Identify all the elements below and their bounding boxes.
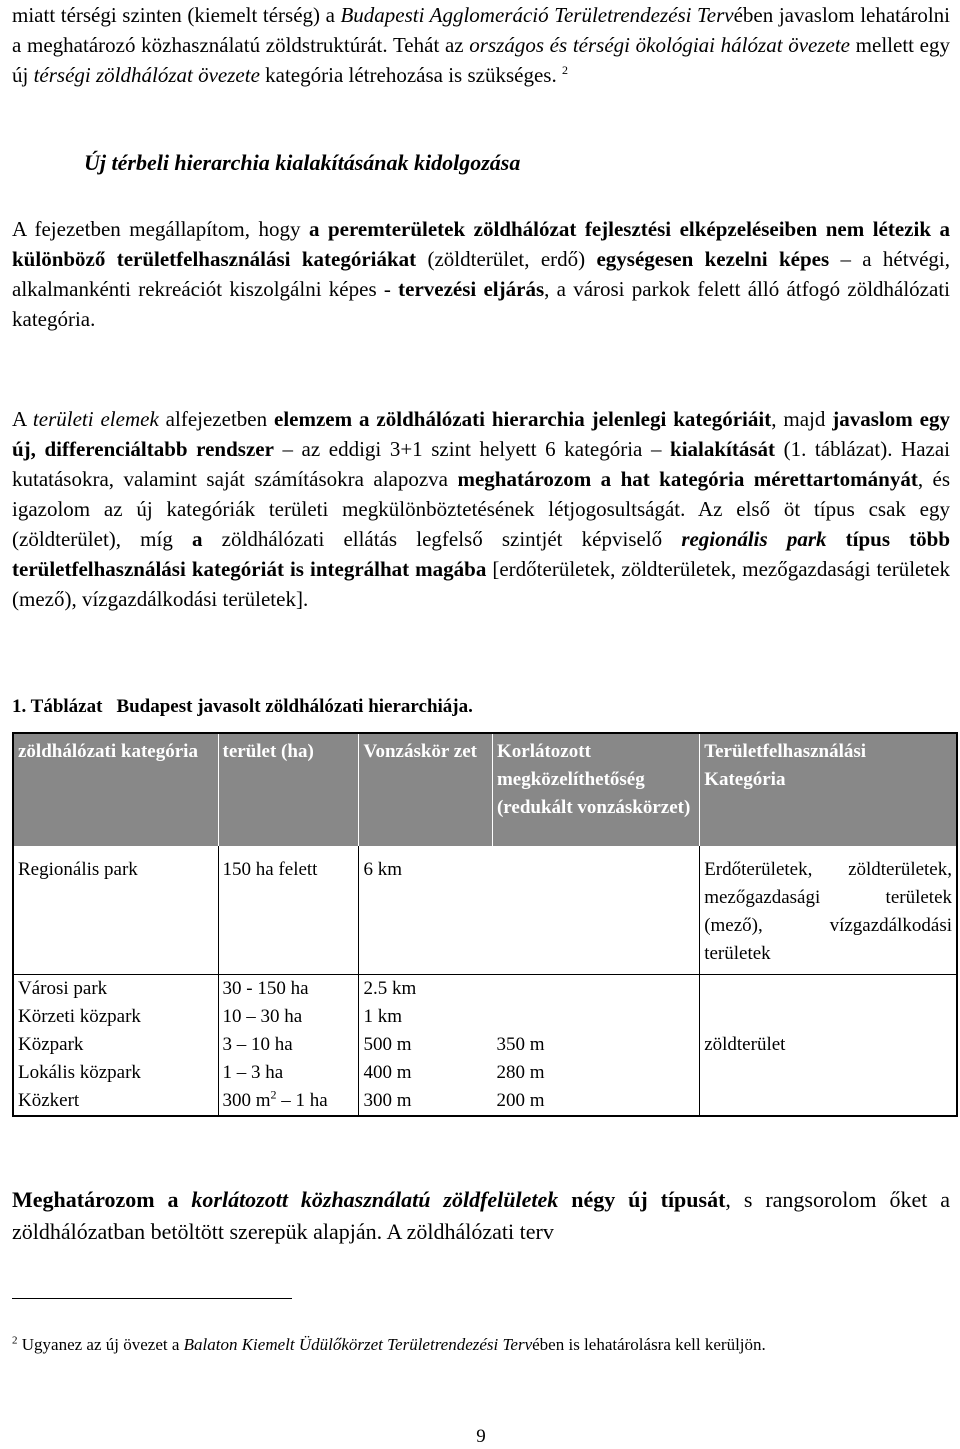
footnote xyxy=(12,1332,950,1358)
text-span: négy új típusát xyxy=(558,1187,726,1212)
text-span: , és igazolom az új kategóriák területi megkülönböztetésének létjogosultságát. Az első öt típus csak egy (zöldterület), míg xyxy=(12,467,950,551)
catchment-cell: 2.5 km xyxy=(359,975,493,1004)
types-paragraph xyxy=(12,1184,950,1248)
table-title: Budapest javasolt zöldhálózati hierarchiája. xyxy=(116,696,473,717)
footnote-reference[interactable]: 2 xyxy=(561,63,568,77)
text-span: kategória létrehozása is szükséges. xyxy=(259,63,557,87)
page-number: 9 xyxy=(476,1426,486,1447)
area-value-rest: – 1 ha xyxy=(276,1090,328,1111)
area-value: 300 m xyxy=(222,1090,271,1111)
category-cell: Városi park xyxy=(13,975,218,1004)
analysis-paragraph xyxy=(12,404,950,614)
text-span: A fejezetben megállapítom, hogy xyxy=(12,217,309,241)
text-span: – az eddigi 3+1 szint helyett 6 kategória – xyxy=(273,437,671,461)
text-span: javaslom egy új, differenciáltabb rendszer xyxy=(12,407,950,461)
header-cell: Korlátozott megközelíthetőség (redukált vonzáskörzet) xyxy=(492,733,699,846)
text-span: mellett egy új xyxy=(12,33,950,87)
catchment-cell: 300 m xyxy=(359,1087,493,1116)
text-span: kialakítását xyxy=(670,437,776,461)
category-cell: Körzeti közpark xyxy=(18,1006,141,1027)
category-cell: Közkert xyxy=(18,1090,80,1111)
area-cell: 3 – 10 ha xyxy=(218,1031,359,1059)
text-span: (zöldterület, erdő) xyxy=(416,247,597,271)
footnote-divider xyxy=(12,1298,292,1299)
text-span: Balaton Kiemelt Üdülőkörzet Területrendezési Terv xyxy=(183,1335,533,1354)
text-span: regionális park xyxy=(681,527,827,551)
category-cell: Regionális park xyxy=(18,859,138,880)
text-span: , majd xyxy=(771,407,833,431)
text-span: Budapesti Agglomeráció Területrendezési Terv xyxy=(340,3,734,27)
area-cell: 30 - 150 ha xyxy=(218,975,359,1004)
area-cell: 150 ha felett xyxy=(218,846,359,975)
text-span: , a városi parkok felett álló átfogó zöldhálózati kategória. xyxy=(12,277,950,331)
restricted-cell: 350 m xyxy=(496,1034,545,1055)
category-cell: Közpark xyxy=(18,1034,84,1055)
text-span: elemzem a zöldhálózati hierarchia jelenlegi kategóriáit xyxy=(274,407,772,431)
restricted-cell xyxy=(492,1003,699,1031)
text-span: ében is lehatárolásra kell kerüljön. xyxy=(532,1335,766,1354)
table-number: 1. Táblázat xyxy=(12,696,103,717)
text-span: korlátozott közhasználatú zöldfelületek xyxy=(191,1187,559,1212)
intro-paragraph xyxy=(12,0,950,90)
header-cell: terület (ha) xyxy=(218,733,359,846)
text-span: A xyxy=(12,407,33,431)
catchment-cell: 400 m xyxy=(359,1059,493,1087)
text-span: ében javaslom lehatárolni a meghatározó közhasználatú zöldstruktúrát. Tehát az xyxy=(12,3,951,57)
category-cell: Lokális közpark xyxy=(18,1062,141,1083)
text-span: , s rangsorolom őket a zöldhálózatban betöltött szerepük alapján. A zöldhálózati terv xyxy=(12,1187,951,1244)
hierarchy-table xyxy=(12,732,958,1117)
text-span: (1. táblázat). Hazai kutatásokra, valamint saját számításokra alapozva xyxy=(12,437,950,491)
text-span: – a hétvégi, alkalmankénti rekreációt kiszolgálni képes - xyxy=(12,247,950,301)
text-span: a peremterületek zöldhálózat fejlesztési elképzeléseiben nem létezik a különböző területfelhasználási kategóriákat xyxy=(12,217,951,271)
finding-paragraph xyxy=(12,214,950,334)
landuse-cell: Erdőterületek, zöldterületek, mezőgazdasági területek (mező), vízgazdálkodási területek xyxy=(700,846,957,975)
header-cell: Területfelhasználási Kategória xyxy=(700,733,957,846)
text-span: területi elemek xyxy=(32,407,159,431)
header-cell: Vonzáskör zet xyxy=(359,733,493,846)
restricted-cell: 280 m xyxy=(496,1062,545,1083)
restricted-cell xyxy=(492,975,699,1004)
catchment-cell: 1 km xyxy=(359,1003,493,1031)
text-span: alfejezetben xyxy=(158,407,275,431)
section-heading: Új térbeli hierarchia kialakításának kidolgozása xyxy=(84,150,521,175)
text-span: országos és térségi ökológiai hálózat övezete xyxy=(469,33,850,57)
catchment-cell: 500 m xyxy=(359,1031,493,1059)
table-header-row xyxy=(13,733,957,846)
table-row xyxy=(13,975,957,1004)
restricted-cell: 200 m xyxy=(496,1090,545,1111)
restricted-cell xyxy=(492,846,699,975)
text-span: tervezési eljárás xyxy=(398,277,545,301)
table-caption xyxy=(12,696,473,718)
text-span xyxy=(827,527,846,551)
text-span: a xyxy=(192,527,203,551)
landuse-cell: zöldterület xyxy=(700,975,957,1117)
text-span: Ugyanez az új övezet a xyxy=(17,1335,184,1354)
area-cell xyxy=(218,1087,359,1116)
text-span: térségi zöldhálózat övezete xyxy=(33,63,260,87)
superscript: 2 xyxy=(270,1087,277,1102)
text-span: miatt térségi szinten (kiemelt térség) a xyxy=(12,3,341,27)
text-span: [erdőterületek, zöldterületek, mezőgazdasági területek (mező), vízgazdálkodási területek]. xyxy=(12,557,951,611)
area-cell: 10 – 30 ha xyxy=(218,1003,359,1031)
text-span: Meghatározom a xyxy=(12,1187,192,1212)
text-span: meghatározom a hat kategória mérettartományát xyxy=(457,467,918,491)
area-cell: 1 – 3 ha xyxy=(218,1059,359,1087)
text-span: zöldhálózati ellátás legfelső szintjét képviselő xyxy=(202,527,682,551)
text-span: egységesen kezelni képes xyxy=(596,247,830,271)
table-row xyxy=(13,846,957,975)
catchment-cell: 6 km xyxy=(359,846,493,975)
footnote-number: 2 xyxy=(12,1334,18,1347)
text-span: típus több területfelhasználási kategóriát is integrálhat magába xyxy=(12,527,951,581)
header-cell: zöldhálózati kategória xyxy=(13,733,218,846)
